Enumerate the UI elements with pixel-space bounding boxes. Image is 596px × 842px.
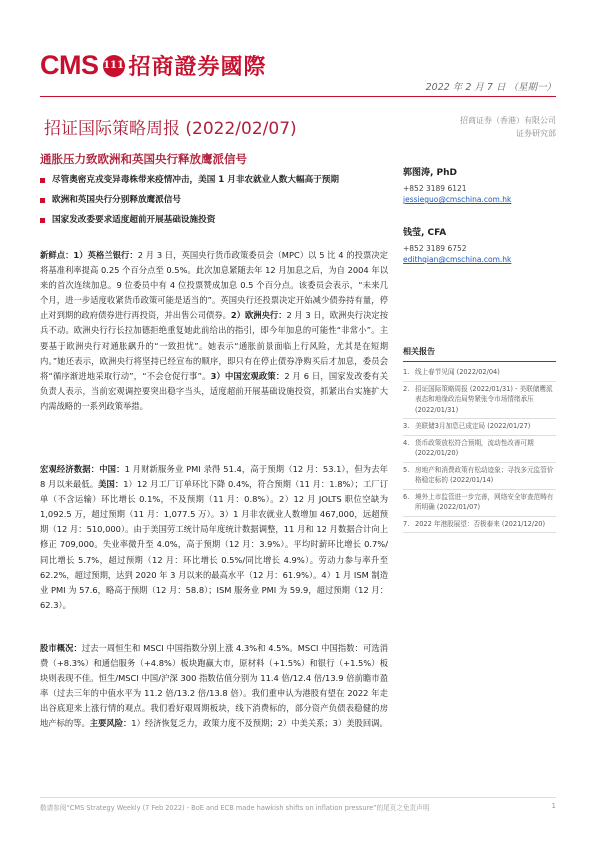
key-point-text: 欧洲和英国央行分别释放鹰派信号 <box>52 195 181 205</box>
paragraph-lead: 2）欧洲央行： <box>230 310 287 321</box>
item-text: 线上春节见闻 (2022/02/04) <box>415 368 500 376</box>
item-number: 3. <box>403 422 410 430</box>
related-reports <box>403 346 556 533</box>
company-info <box>460 114 556 140</box>
header-divider <box>40 96 556 97</box>
report-date: 2022 年 2 月 7 日 （星期一） <box>425 82 556 93</box>
related-report-item[interactable] <box>403 436 556 463</box>
item-number: 7. <box>403 519 410 528</box>
paragraph-text: 2 月 3 日，欧洲央行决定按兵不动。欧洲央行行长拉加德拒绝重复她此前给出的指引，即今年加息的可能性“非常小”。主要基于欧洲央行对通胀飙升的“一致担忧”。她表示“通胀前景面临上行风险，尤其是在短期内。”她还表示，欧洲央行将坚持已经宣布的顺序，即只有在停止债券净购买后才加息，委员会将“循序渐进地采取行动”，“不会仓促行事”。 <box>40 310 388 381</box>
paragraph-text: 1 月财新服务业 PMI 录得 51.4，高于预期（12 月：53.1），但为去年 8 月以来最低。 <box>40 464 388 490</box>
analyst-phone: +852 3189 6752 <box>403 244 467 253</box>
paragraph-lead: 股市概况： <box>40 643 82 653</box>
item-number: 1. <box>403 368 410 376</box>
related-report-item[interactable] <box>403 419 556 436</box>
key-point <box>40 173 388 188</box>
item-text: 2022 年港股展望：否极泰来 (2021/12/20) <box>415 519 546 528</box>
logo-badge-icon: 111 <box>103 55 125 77</box>
company-name: 招商证券（香港）有限公司 <box>460 116 556 125</box>
paragraph-text: 1）12 月工厂订单环比下降 0.4%，符合预期（11 月：1.8%）；工厂订单（不含运输）环比增长 0.1%，不及预期（11 月：0.8%）。2）12 月 JOLTS 职位空缺为 1,092.5 万，超过预期（11 月：1,077.5 万）。3）1 月非农就业人数增加 467,000，远超预期（12 月：510,000）。由于美国劳工统计局年度统计数据调整，11 月和 12 月数据合计向上修正 709,000。失业率微升至 4.0%，高于预期（12 月：3.9%）。平均时薪环比增长 0.7%/同比增长 5.7%，超过预期（12 月：环比增长 0.5%/同比增长 4.9%）。劳动力参与率升至 62.2%，超过预期，达到 2020 年 3 月以来的最高水平（12 月：61.9%）。4）1 月 ISM 制造业 PMI 为 57.6，略高于预期（12 月：58.8）；ISM 服务业 PMI 为 59.9，超过预期（12 月：62.3）。 <box>40 479 388 610</box>
analyst-name: 郭图涛, PhD <box>403 168 458 178</box>
paragraph-macro-data <box>40 462 388 613</box>
analyst-card <box>403 228 511 265</box>
key-point-text: 尽管奥密克戎变异毒株带来疫情冲击，美国 1 月非农就业人数大幅高于预期 <box>52 175 339 185</box>
related-report-item[interactable] <box>403 517 556 534</box>
item-text: 境外上市监管进一步完善，网络安全审查范畴有所明确 (2022/01/07) <box>415 492 554 511</box>
bullet-square-icon <box>40 218 45 223</box>
item-text: 美联储3月加息已成定局 (2022/01/27) <box>415 422 531 430</box>
paragraph-lead: 美国： <box>98 479 124 490</box>
paragraph-new-developments <box>40 248 388 414</box>
related-report-item[interactable] <box>403 365 556 382</box>
key-points <box>40 173 388 233</box>
item-number: 6. <box>403 492 410 501</box>
related-report-item[interactable] <box>403 382 556 420</box>
bullet-square-icon <box>40 198 45 203</box>
paragraph-text: 过去一周恒生和 MSCI 中国指数分别上涨 4.3%和 4.5%。MSCI 中国指数：可选消费（+8.3%）和通信服务（+4.8%）板块跑赢大市，原材料（+1.5%）和银行（+1.5%）板块则表现不佳。恒生/MSCI 中国/沪深 300 指数估值分别为 11.4 倍/12.4 倍/13.9 倍前瞻市盈率（过去三年的中值水平为 11.2 倍/13.2 倍/13.8 倍）。我们重申认为港股有望在 2022 年走出谷底迎来上涨行情的观点。我们看好艰周期板块，线下消费标的，部分资产负债表稳健的房地产标的等。 <box>40 643 388 729</box>
analyst-email-link[interactable]: jessieguo@cmschina.com.hk <box>403 195 512 204</box>
item-text: 货币政策放松符合预期，流动性改善可期 (2022/01/20) <box>415 438 534 457</box>
paragraph-text: 2 月 6 日，国家发改委有关负责人表示，当前宏观调控要突出稳字当头，适度超前开展基础设施投资，抓紧出台实施扩大内需战略的一系列政策举措。 <box>40 370 388 411</box>
item-text: 房地产和消费政策有松动迹象；寻找多元监管价格稳定标的 (2022/01/14) <box>415 465 554 484</box>
analyst-email-link[interactable]: edithqian@cmschina.com.hk <box>403 255 512 264</box>
paragraph-market-overview <box>40 641 388 732</box>
report-title: 招证国际策略周报 (2022/02/07) <box>44 119 297 139</box>
logo-chinese-text: 招商證券國際 <box>128 54 267 80</box>
item-number: 4. <box>403 438 410 447</box>
paragraph-lead: 新鲜点：1）英格兰银行： <box>40 250 138 260</box>
company-logo <box>40 50 267 81</box>
key-point <box>40 213 388 228</box>
page-number: 1 <box>551 802 556 810</box>
department-name: 证券研究部 <box>516 129 556 138</box>
item-number: 2. <box>403 384 410 393</box>
logo-cms-text: CMS <box>40 50 99 80</box>
key-point-text: 国家发改委要求适度超前开展基础设施投资 <box>52 215 216 225</box>
key-point <box>40 193 388 208</box>
footer-divider <box>40 797 556 798</box>
analyst-name: 钱莹, CFA <box>403 228 447 238</box>
headline: 通胀压力致欧洲和英国央行释放鹰派信号 <box>40 152 247 166</box>
related-report-item[interactable] <box>403 490 556 517</box>
item-text: 招证国际策略周报 (2022/01/31) - 美联储鹰派表态和地缘政治局势紧张令市场情绪承压 (2022/01/31) <box>415 384 553 414</box>
paragraph-lead: 3）中国宏观政策： <box>210 370 285 381</box>
paragraph-text: 1）经济恢复乏力，政策力度不及预期；2）中美关系；3）美股回调。 <box>131 718 388 729</box>
paragraph-lead: 宏观经济数据：中国： <box>40 464 125 474</box>
related-report-item[interactable] <box>403 463 556 490</box>
analyst-card <box>403 168 511 205</box>
analyst-phone: +852 3189 6121 <box>403 184 467 193</box>
related-reports-title: 相关报告 <box>403 346 556 362</box>
bullet-square-icon <box>40 178 45 183</box>
paragraph-text: 2 月 3 日，英国央行货币政策委员会（MPC）以 5 比 4 的投票决定将基准利率提高 0.25 个百分点至 0.5%。此次加息紧随去年 12 月加息之后，为自 2004 年以来的首次连续加息。9 位委员中有 4 位投票赞成加息 0.5 个百分点。该委员会表示，“未来几个月，进一步适度收紧货币政策可能是适当的”。英国央行还投票决定开始减少债券持有量，停止对到期的政府债券进行再投资，并出售公司债券。 <box>40 250 388 321</box>
footer-disclaimer: 敬请参阅“CMS Strategy Weekly (7 Feb 2022) - BoE and ECB made hawkish shifts on inflation pressure”的尾页之免责声明 <box>40 804 430 812</box>
item-number: 5. <box>403 465 410 474</box>
paragraph-lead: 主要风险： <box>89 718 132 729</box>
